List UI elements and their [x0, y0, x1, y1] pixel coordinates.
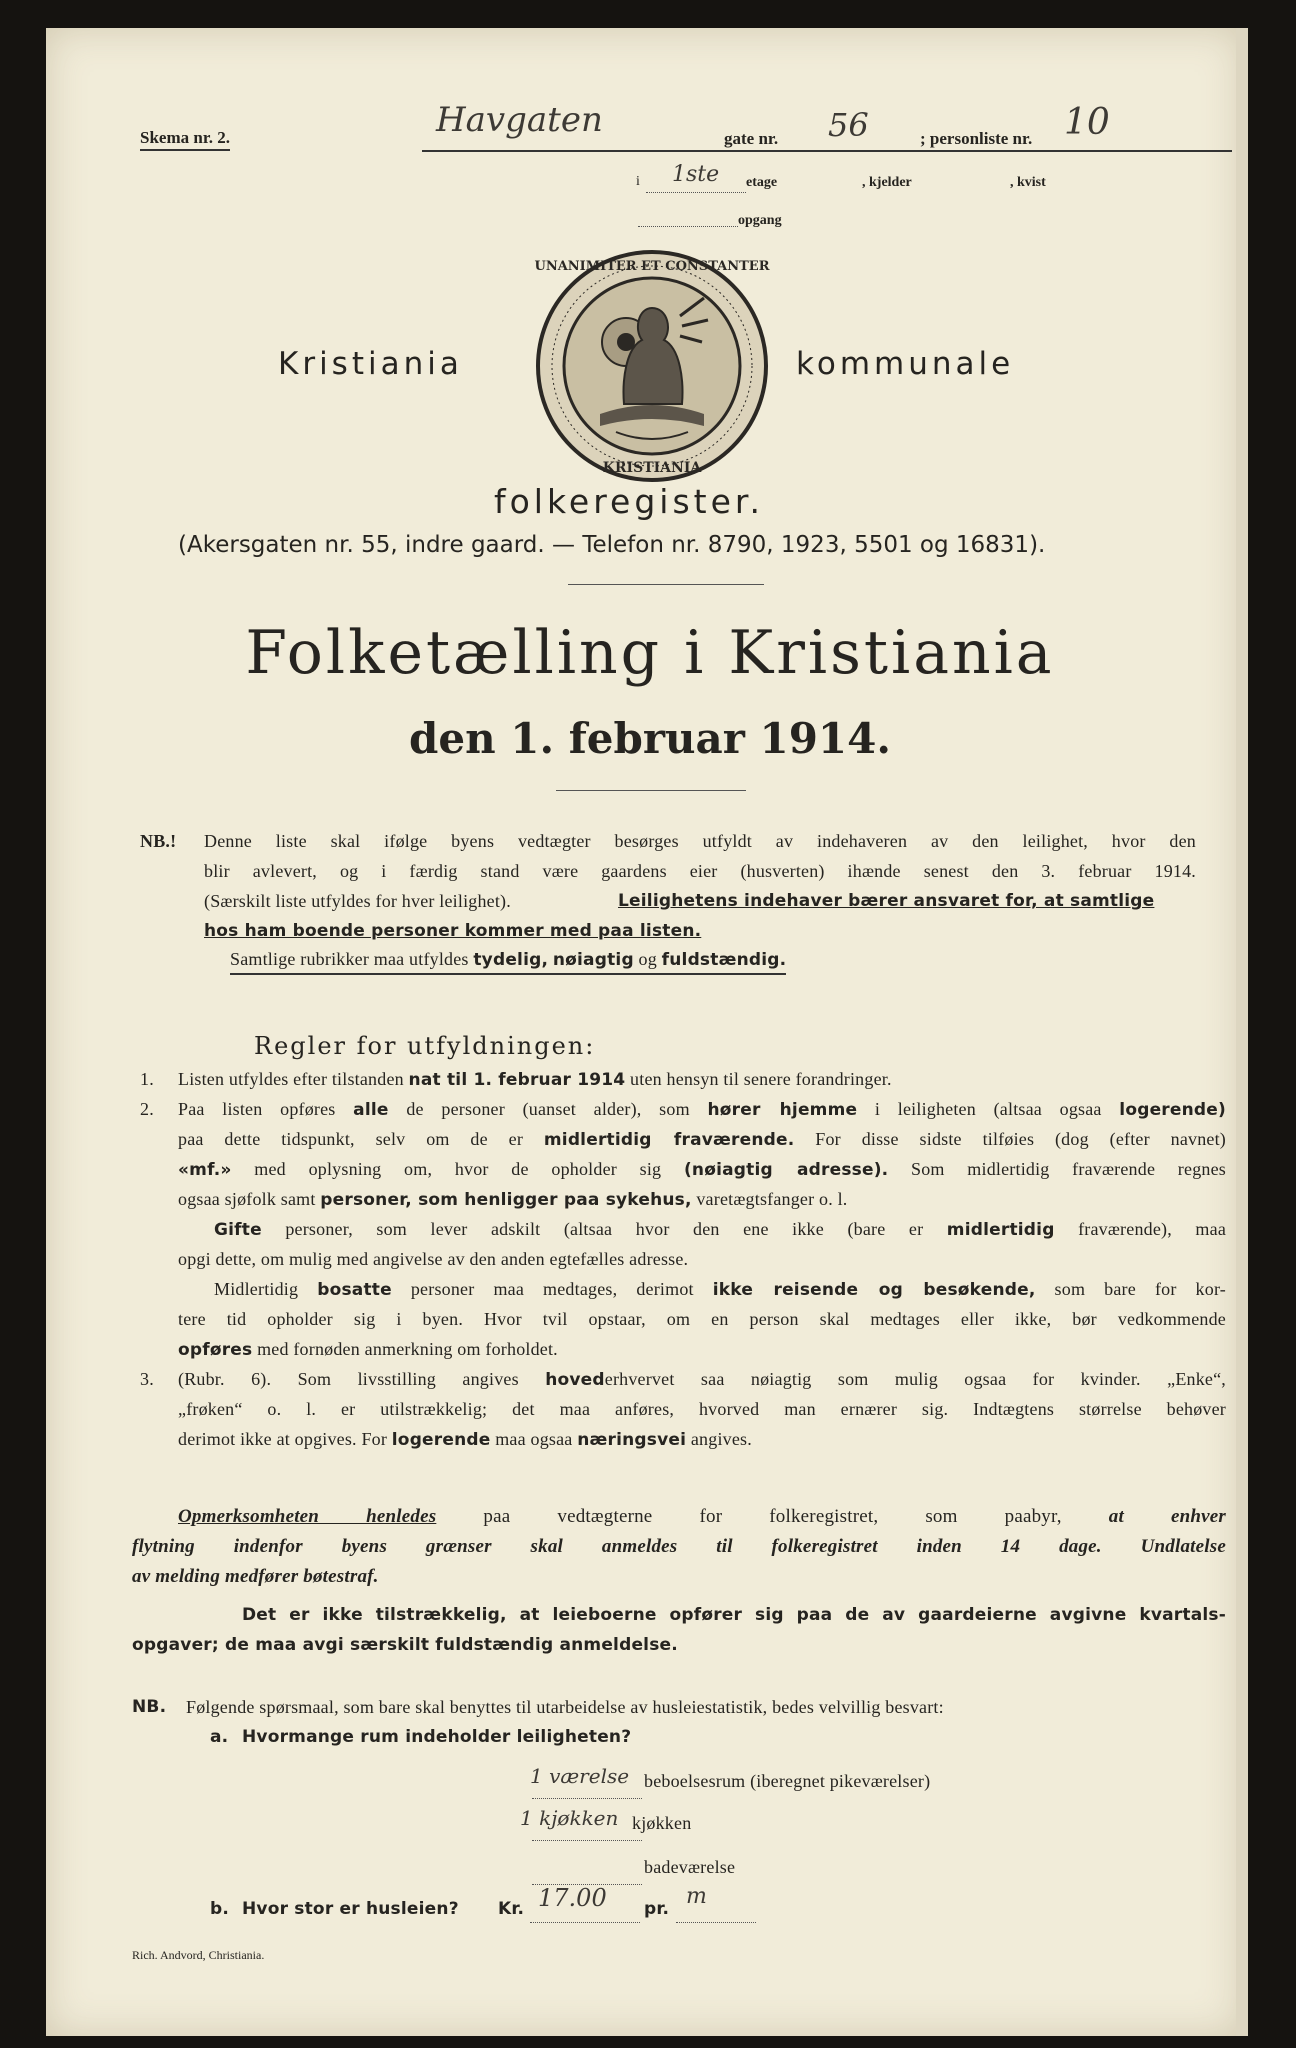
r2-1c: de personer (uanset alder), som [406, 1099, 690, 1119]
rule2-line9 [178, 1334, 558, 1365]
nb1-line3a: (Særskilt liste utfyldes for hver leilighet). [204, 891, 511, 911]
r3-3d: næringsvei [577, 1430, 687, 1450]
r2-3a: «mf.» [178, 1160, 232, 1180]
personliste-value: 10 [1064, 102, 1110, 143]
r2-4b: personer, som henligger paa sykehus, [320, 1190, 692, 1210]
nb1-line5b: tydelig, [473, 950, 549, 970]
rule1-a: Listen utfyldes efter tilstanden [178, 1069, 404, 1089]
nb1-line2: blir avlevert, og i færdig stand være gaardens eier (husverten) ihænde senest den 3. februar 1914. [204, 861, 1196, 881]
r2-3c: (nøiagtig adresse). [683, 1160, 889, 1180]
r3-3b: logerende [391, 1430, 491, 1450]
period-value: m [686, 1884, 707, 1909]
rule2-line5 [214, 1214, 1226, 1245]
r2-1d: hører hjemme [707, 1100, 858, 1120]
notice-1a: Opmerksomheten henledes [178, 1506, 437, 1527]
kristiania-label: Kristiania [278, 346, 463, 382]
etage-label: etage [746, 175, 778, 190]
nb1-line5a: Samtlige rubrikker maa utfyldes [230, 949, 469, 969]
rent-value: 17.00 [538, 1884, 607, 1912]
r2-3d: Som midlertidig fraværende regnes [911, 1159, 1226, 1179]
notice-line4: Det er ikke tilstrækkelig, at leieboerne opfører sig paa de av gaardeierne avgivne kvartals- [242, 1605, 1226, 1625]
rule1-text [178, 1064, 892, 1095]
kitchen-value: 1 kjøkken [520, 1806, 619, 1830]
gate-nr-value: 56 [828, 106, 869, 144]
rule3-line3 [178, 1424, 752, 1455]
rules-heading: Regler for utfyldningen: [254, 1032, 596, 1060]
notice-1b: paa vedtægterne for folkeregistret, som paabyr, [483, 1506, 1062, 1527]
separator [568, 584, 764, 585]
rule3-number: 3. [140, 1369, 154, 1389]
rule2-line6: opgi dette, om mulig med angivelse av den anden egtefælles adresse. [178, 1249, 689, 1269]
r2-5c: midlertidig [946, 1220, 1055, 1240]
kr-label: Kr. [498, 1899, 525, 1919]
folkeregister-label: folkeregister. [494, 482, 764, 521]
nb1-label: NB.! [140, 831, 177, 851]
r2-9a: opføres [178, 1340, 253, 1360]
etage-value: 1ste [672, 162, 720, 187]
nb1-line5 [230, 946, 786, 975]
notice-1c: at enhver [1108, 1506, 1227, 1527]
gate-nr-label: gate nr. [724, 129, 779, 148]
nb2-intro: Følgende spørsmaal, som bare skal benyttes til utarbeidelse av husleiestatistik, bedes velvillig besvart: [186, 1697, 944, 1717]
printer-imprint: Rich. Andvord, Christiania. [132, 1948, 265, 1962]
personliste-label: ; personliste nr. [920, 129, 1033, 148]
kjelder-label: , kjelder [862, 175, 912, 190]
r2-7b: bosatte [317, 1280, 392, 1300]
rule2-line2 [178, 1124, 1226, 1155]
r2-7e: som bare for kor- [1054, 1279, 1226, 1299]
r2-7d: ikke reisende og besøkende, [712, 1280, 1036, 1300]
nb2-a-question: Hvormange rum indeholder leiligheten? [242, 1727, 632, 1747]
nb1-line5d: og [638, 949, 657, 969]
notice-line2: flytning indenfor byens grænser skal anmeldes til folkeregistret inden 14 dage. Undlatelse [132, 1536, 1226, 1557]
rule2-number: 2. [140, 1099, 154, 1119]
rooms-value: 1 værelse [530, 1764, 630, 1788]
kommunale-label: kommunale [796, 346, 1015, 382]
skema-label: Skema nr. 2. [140, 128, 230, 151]
nb2-b-label: b. [210, 1899, 230, 1919]
rule2-line1 [178, 1094, 1226, 1125]
r2-3b: med oplysning om, hvor de opholder sig [254, 1159, 662, 1179]
kitchen-label: kjøkken [632, 1813, 692, 1833]
rule1-b: nat til 1. februar 1914 [408, 1070, 626, 1090]
city-seal [530, 246, 774, 486]
nb1-line3b: Leilighetens indehaver bærer ansvaret for, at samtlige [618, 891, 1155, 911]
nb1-line5c: nøiagtig [552, 950, 634, 970]
notice-line5: opgaver; de maa avgi særskilt fuldstændig anmeldelse. [132, 1635, 678, 1655]
registry-address: (Akersgaten nr. 55, indre gaard. — Telefon nr. 8790, 1923, 5501 og 16831). [178, 532, 1046, 558]
kvist-label: , kvist [1010, 175, 1046, 190]
nb1-line5e: fuldstændig. [661, 950, 787, 970]
r3-3e: angives. [690, 1429, 752, 1449]
nb1-line4: hos ham boende personer kommer med paa listen. [204, 921, 702, 941]
r2-5d: fraværende), maa [1078, 1219, 1227, 1239]
nb2-b-question: Hvor stor er husleien? [242, 1899, 459, 1919]
notice-line3: av melding medfører bøtestraf. [132, 1566, 379, 1587]
r2-1b: alle [353, 1100, 389, 1120]
nb2-a-label: a. [210, 1727, 229, 1747]
r3-3a: derimot ikke at opgives. For [178, 1429, 388, 1449]
svg-text:UNANIMITER ET CONSTANTER: UNANIMITER ET CONSTANTER [534, 259, 770, 274]
rule2-line7 [214, 1274, 1226, 1305]
rule2-line8: tere tid opholder sig i byen. Hvor tvil opstaar, om en person skal medtages eller ikke, bør vedkommende [178, 1309, 1226, 1329]
rule2-line3 [178, 1154, 1226, 1185]
r2-2a: paa dette tidspunkt, selv om de er [178, 1129, 524, 1149]
rule2-line4 [178, 1184, 848, 1215]
opgang-label: opgang [738, 213, 782, 228]
r2-1a: Paa listen opføres [178, 1099, 336, 1119]
street-handwritten: Havgaten [436, 100, 603, 140]
r3-1c: erhvervet saa nøiagtig som mulig ogsaa for kvinder. „Enke“, [604, 1369, 1226, 1389]
title-separator [556, 790, 746, 791]
r2-5a: Gifte [214, 1220, 262, 1240]
r2-5b: personer, som lever adskilt (altsaa hvor den ene ikke (bare er [285, 1219, 924, 1239]
r2-4c: varetægtsfanger o. l. [696, 1189, 848, 1209]
r3-1b: hoved [545, 1370, 605, 1390]
rooms-label: beboelsesrum (iberegnet pikeværelser) [644, 1771, 931, 1791]
pr-label: pr. [644, 1899, 670, 1919]
rule3-line1 [178, 1364, 1226, 1395]
etage-prefix: i [636, 174, 640, 189]
r2-2b: midlertidig fraværende. [543, 1130, 795, 1150]
bath-field [532, 1864, 642, 1885]
bath-label: badeværelse [644, 1857, 736, 1877]
rule3-line2: „frøken“ o. l. er utilstrækkelig; det maa anføres, hvorved man ernærer sig. Indtægtens størrelse behøver [178, 1399, 1226, 1419]
opgang-dots [638, 210, 738, 227]
r3-3c: maa ogsaa [495, 1429, 573, 1449]
rule1-c: uten hensyn til senere forandringer. [630, 1069, 892, 1089]
r2-1e: i leiligheten (altsaa ogsaa [874, 1099, 1102, 1119]
r2-1f: logerende) [1119, 1100, 1226, 1120]
census-form-page [46, 28, 1242, 2036]
page-title: Folketælling i Kristiania [245, 618, 1055, 688]
nb2-label: NB. [132, 1697, 167, 1717]
r2-9b: med fornøden anmerkning om forholdet. [257, 1339, 558, 1359]
r2-4a: ogsaa sjøfolk samt [178, 1189, 316, 1209]
r2-7c: personer maa medtages, derimot [410, 1279, 694, 1299]
r2-2c: For disse sidste tilføies (dog (efter navnet) [815, 1129, 1226, 1149]
r3-1a: (Rubr. 6). Som livsstilling angives [178, 1369, 519, 1389]
r2-7a: Midlertidig [214, 1279, 299, 1299]
rule1-number: 1. [140, 1069, 154, 1089]
census-date: den 1. februar 1914. [408, 714, 891, 763]
svg-text:KRISTIANIA: KRISTIANIA [602, 460, 702, 476]
nb1-line1: Denne liste skal ifølge byens vedtægter besørges utfyldt av indehaveren av den leilighet, hvor den [204, 831, 1196, 851]
notice-line1 [178, 1502, 1226, 1532]
